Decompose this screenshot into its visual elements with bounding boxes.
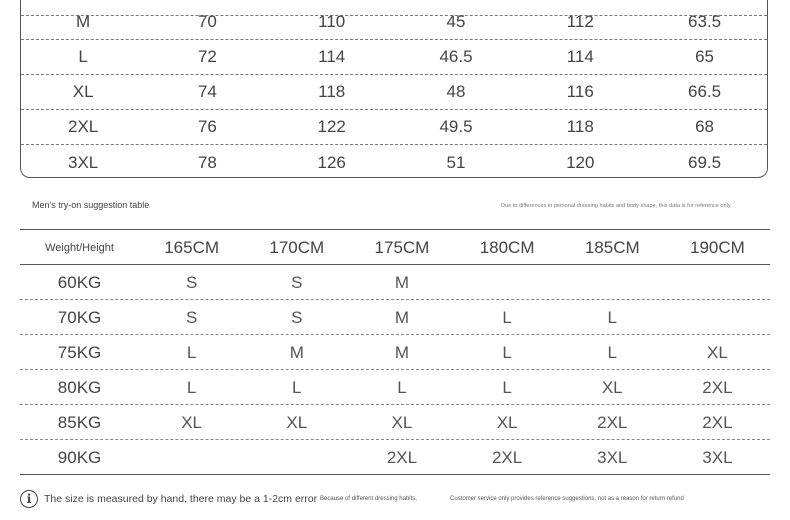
table-cell: 68 xyxy=(695,117,714,136)
table-cell: 48 xyxy=(446,82,466,101)
table-cell: 69.5 xyxy=(688,152,722,172)
column-header: 180CM xyxy=(479,237,535,257)
table-cell: M xyxy=(394,272,410,292)
column-header: Weight/Height xyxy=(45,241,114,254)
table-cell: L xyxy=(502,307,512,327)
footer-note-right: Customer service only provides reference suggestions, not as a reason for return refund xyxy=(450,496,684,502)
table-cell: L xyxy=(292,377,302,397)
table-cell: 65 xyxy=(695,47,714,66)
table-cell: XL xyxy=(391,412,413,432)
weight-label: 80KG xyxy=(57,377,102,397)
table-cell: XL xyxy=(707,342,728,362)
suggestion-note: Due to differences in personal dressing habits and body shape, this data is for reference only xyxy=(501,203,731,209)
table-cell: XL xyxy=(496,412,518,432)
table-row xyxy=(21,40,767,75)
table-cell: 46.5 xyxy=(439,47,473,66)
column-header: 175CM xyxy=(374,237,430,257)
table-cell: 114 xyxy=(318,47,346,66)
table-cell: M xyxy=(289,342,304,362)
table-row xyxy=(21,75,767,110)
table-cell: 45 xyxy=(446,12,466,31)
table-row xyxy=(20,300,770,335)
size-label: L xyxy=(78,47,88,66)
footer-note: The size is measured by hand, there may be a 1-2cm error xyxy=(44,493,318,505)
suggestion-table-title: Men's try-on suggestion table xyxy=(32,200,150,210)
table-cell: XL xyxy=(601,377,623,397)
table-cell: 49.5 xyxy=(439,117,473,136)
table-cell: S xyxy=(185,307,198,327)
table-cell: 70 xyxy=(197,12,217,31)
table-cell: 51 xyxy=(446,152,466,172)
table-cell: S xyxy=(185,272,198,292)
size-label: XL xyxy=(72,82,94,101)
table-cell: 74 xyxy=(197,82,217,101)
size-label: 3XL xyxy=(68,152,99,172)
table-cell: M xyxy=(394,307,410,327)
table-cell: L xyxy=(607,342,617,362)
table-cell: 3XL xyxy=(597,447,628,467)
table-row xyxy=(20,405,770,440)
size-label: M xyxy=(76,12,91,31)
weight-label: 70KG xyxy=(57,307,102,327)
table-cell: 118 xyxy=(566,117,594,136)
table-cell: XL xyxy=(181,412,203,432)
table-row xyxy=(21,145,767,178)
table-cell: 114 xyxy=(566,47,594,66)
table-cell: 122 xyxy=(317,117,346,136)
table-cell: XL xyxy=(286,412,308,432)
table-cell: L xyxy=(502,377,512,397)
column-header: 190CM xyxy=(690,237,745,257)
footer-note-mid: Because of different dressing habits, xyxy=(320,496,417,502)
table-cell: L xyxy=(502,342,512,362)
table-cell: L xyxy=(186,377,197,397)
table-cell: 112 xyxy=(566,12,594,31)
info-icon: i xyxy=(20,490,38,508)
weight-label: 85KG xyxy=(57,412,102,432)
table-row xyxy=(20,440,770,475)
size-table xyxy=(20,0,768,178)
table-cell: L xyxy=(186,342,197,362)
weight-label: 90KG xyxy=(57,447,102,467)
table-cell: 126 xyxy=(317,152,346,172)
table-cell: 120 xyxy=(566,152,595,172)
table-cell: 63.5 xyxy=(688,12,722,31)
suggestion-header-row xyxy=(20,230,770,265)
table-cell: 72 xyxy=(197,47,217,66)
size-label: 2XL xyxy=(68,117,99,136)
table-row xyxy=(20,265,770,300)
table-cell: 118 xyxy=(318,82,346,101)
table-row xyxy=(21,5,767,40)
table-cell: L xyxy=(397,377,407,397)
table-cell: 3XL xyxy=(702,447,733,467)
table-cell: 2XL xyxy=(597,412,628,432)
table-cell: 66.5 xyxy=(688,82,722,101)
table-cell: 76 xyxy=(197,117,217,136)
table-cell: L xyxy=(607,307,617,327)
table-row xyxy=(20,370,770,405)
column-header: 170CM xyxy=(269,237,325,257)
table-cell: 2XL xyxy=(702,412,733,432)
table-cell: S xyxy=(291,307,303,327)
weight-label: 75KG xyxy=(57,342,102,362)
column-header: 185CM xyxy=(584,237,640,257)
table-cell: 2XL xyxy=(386,447,418,467)
table-cell: 2XL xyxy=(491,447,523,467)
weight-label: 60KG xyxy=(57,272,102,292)
table-row xyxy=(21,110,767,145)
table-cell: 110 xyxy=(318,12,346,31)
table-cell: S xyxy=(291,272,303,292)
table-row xyxy=(20,335,770,370)
table-cell: 2XL xyxy=(702,377,733,397)
column-header: 165CM xyxy=(164,237,220,257)
table-cell: M xyxy=(394,342,410,362)
footer xyxy=(20,490,780,520)
table-cell: 116 xyxy=(566,82,594,101)
table-cell: 78 xyxy=(197,152,217,172)
